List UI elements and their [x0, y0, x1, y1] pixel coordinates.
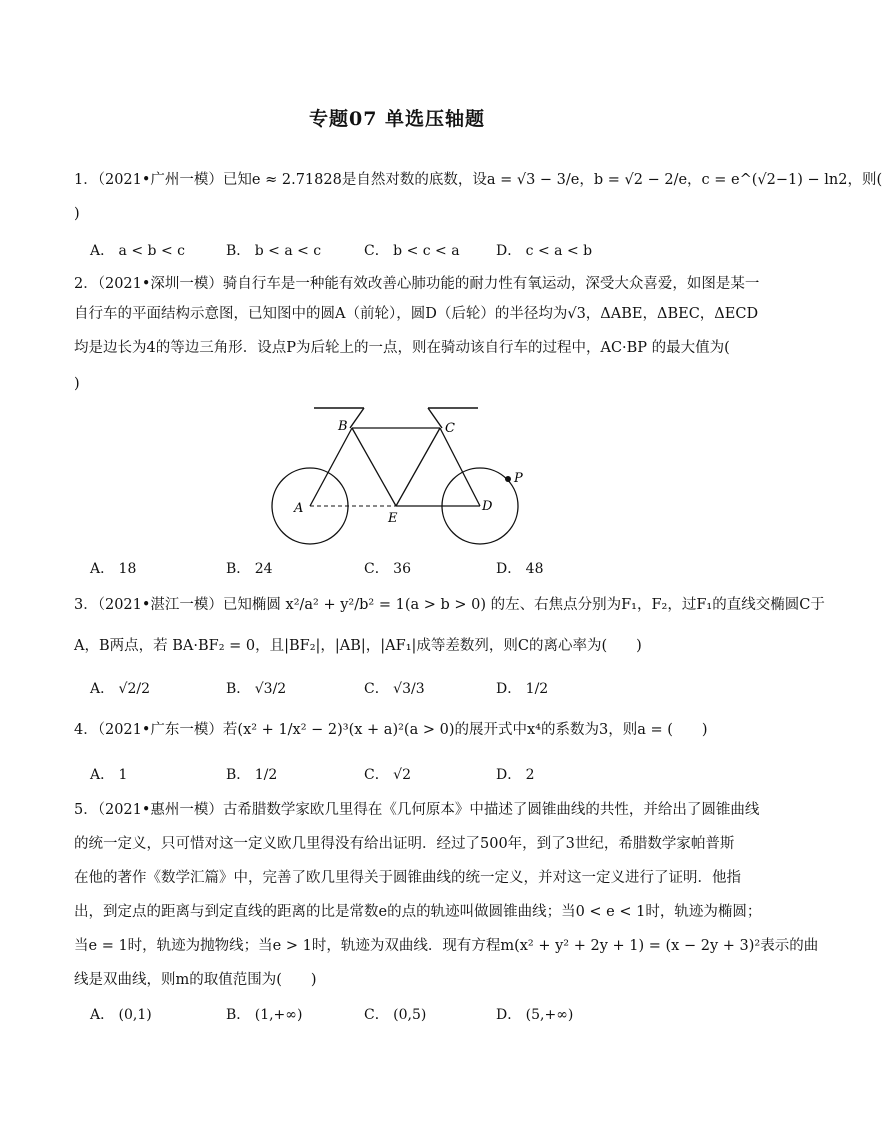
q5-text-line2: 的统一定义，只可惜对这一定义欧几里得没有给出证明．经过了500年，到了3世纪，希腊数学家帕普斯: [74, 836, 735, 852]
q2-option-a: A． 18: [90, 561, 137, 577]
q5-text-line4: 出，到定点的距离与到定直线的距离的比是常数e的点的轨迹叫做圆锥曲线；当0 < e < 1时，轨迹为椭圆；: [74, 904, 762, 920]
q4-text-line1: 4．（2021•广东一模）若(x² + 1/x² − 2)³(x + a)²(a > 0)的展开式中x⁴的系数为3，则a = ( ): [74, 722, 708, 738]
q4-option-d: D． 2: [496, 767, 535, 783]
q1-option-d: D． c < a < b: [496, 243, 593, 259]
q1-text-line1: 1．（2021•广州一模）已知e ≈ 2.71828是自然对数的底数，设a = √3 − 3/e，b = √2 − 2/e，c = e^(√2−1) − ln2，则(: [74, 172, 882, 188]
bicycle-diagram: [262, 398, 542, 548]
q2-option-d: D． 48: [496, 561, 544, 577]
q4-option-b: B． 1/2: [226, 767, 278, 783]
point-p-dot: [505, 476, 511, 482]
q5-option-c: C． (0,5): [364, 1007, 427, 1023]
page-title: 专题07 单选压轴题: [308, 108, 486, 130]
q2-text-line3: 均是边长为4的等边三角形．设点P为后轮上的一点，则在骑动该自行车的过程中，AC·BP 的最大值为(: [74, 340, 730, 356]
q1-option-b: B． b < a < c: [226, 243, 322, 259]
seat-stem: [428, 408, 442, 428]
q1-option-c: C． b < c < a: [364, 243, 460, 259]
label-e: E: [388, 511, 398, 526]
q3-option-b: B． √3/2: [226, 681, 287, 697]
q3-option-c: C． √3/3: [364, 681, 425, 697]
q3-text-line2: A，B两点，若 BA·BF₂ = 0，且|BF₂|，|AB|，|AF₁|成等差数列，则C的离心率为( ): [74, 638, 642, 654]
label-c: C: [445, 421, 455, 436]
label-a: A: [294, 501, 304, 516]
q5-text-line5: 当e = 1时，轨迹为抛物线；当e > 1时，轨迹为双曲线．现有方程m(x² + y² + 2y + 1) = (x − 2y + 3)²表示的曲: [74, 938, 819, 954]
q4-option-c: C． √2: [364, 767, 411, 783]
q4-option-a: A． 1: [90, 767, 128, 783]
q5-text-line3: 在他的著作《数学汇篇》中，完善了欧几里得关于圆锥曲线的统一定义，并对这一定义进行了证明．他指: [74, 870, 741, 886]
handlebar-stem: [350, 408, 364, 428]
q3-option-a: A． √2/2: [90, 681, 151, 697]
q1-text-line2: ): [74, 206, 80, 222]
q5-text-line6: 线是双曲线，则m的取值范围为( ): [74, 972, 317, 988]
label-b: B: [338, 419, 348, 434]
label-p: P: [514, 471, 523, 486]
q2-text-line4: ): [74, 376, 80, 392]
frame-cd: [440, 428, 480, 506]
q5-text-line1: 5．（2021•惠州一模）古希腊数学家欧几里得在《几何原本》中描述了圆锥曲线的共性，并给出了圆锥曲线: [74, 802, 760, 818]
q2-text-line1: 2．（2021•深圳一模）骑自行车是一种能有效改善心肺功能的耐力性有氧运动，深受大众喜爱，如图是某一: [74, 276, 760, 292]
q5-option-b: B． (1,+∞): [226, 1007, 303, 1023]
q2-option-c: C． 36: [364, 561, 411, 577]
q3-text-line1: 3．（2021•湛江一模）已知椭圆 x²/a² + y²/b² = 1(a > b > 0) 的左、右焦点分别为F₁，F₂，过F₁的直线交椭圆C于: [74, 597, 825, 613]
q5-option-d: D． (5,+∞): [496, 1007, 574, 1023]
q2-text-line2: 自行车的平面结构示意图，已知图中的圆A（前轮），圆D（后轮）的半径均为√3，ΔABE，ΔBEC，ΔECD: [74, 306, 759, 322]
q5-option-a: A． (0,1): [90, 1007, 152, 1023]
q1-option-a: A． a < b < c: [90, 243, 185, 259]
frame-be: [352, 428, 396, 506]
label-d: D: [482, 499, 493, 514]
q3-option-d: D． 1/2: [496, 681, 549, 697]
frame-ce: [396, 428, 440, 506]
q2-option-b: B． 24: [226, 561, 273, 577]
